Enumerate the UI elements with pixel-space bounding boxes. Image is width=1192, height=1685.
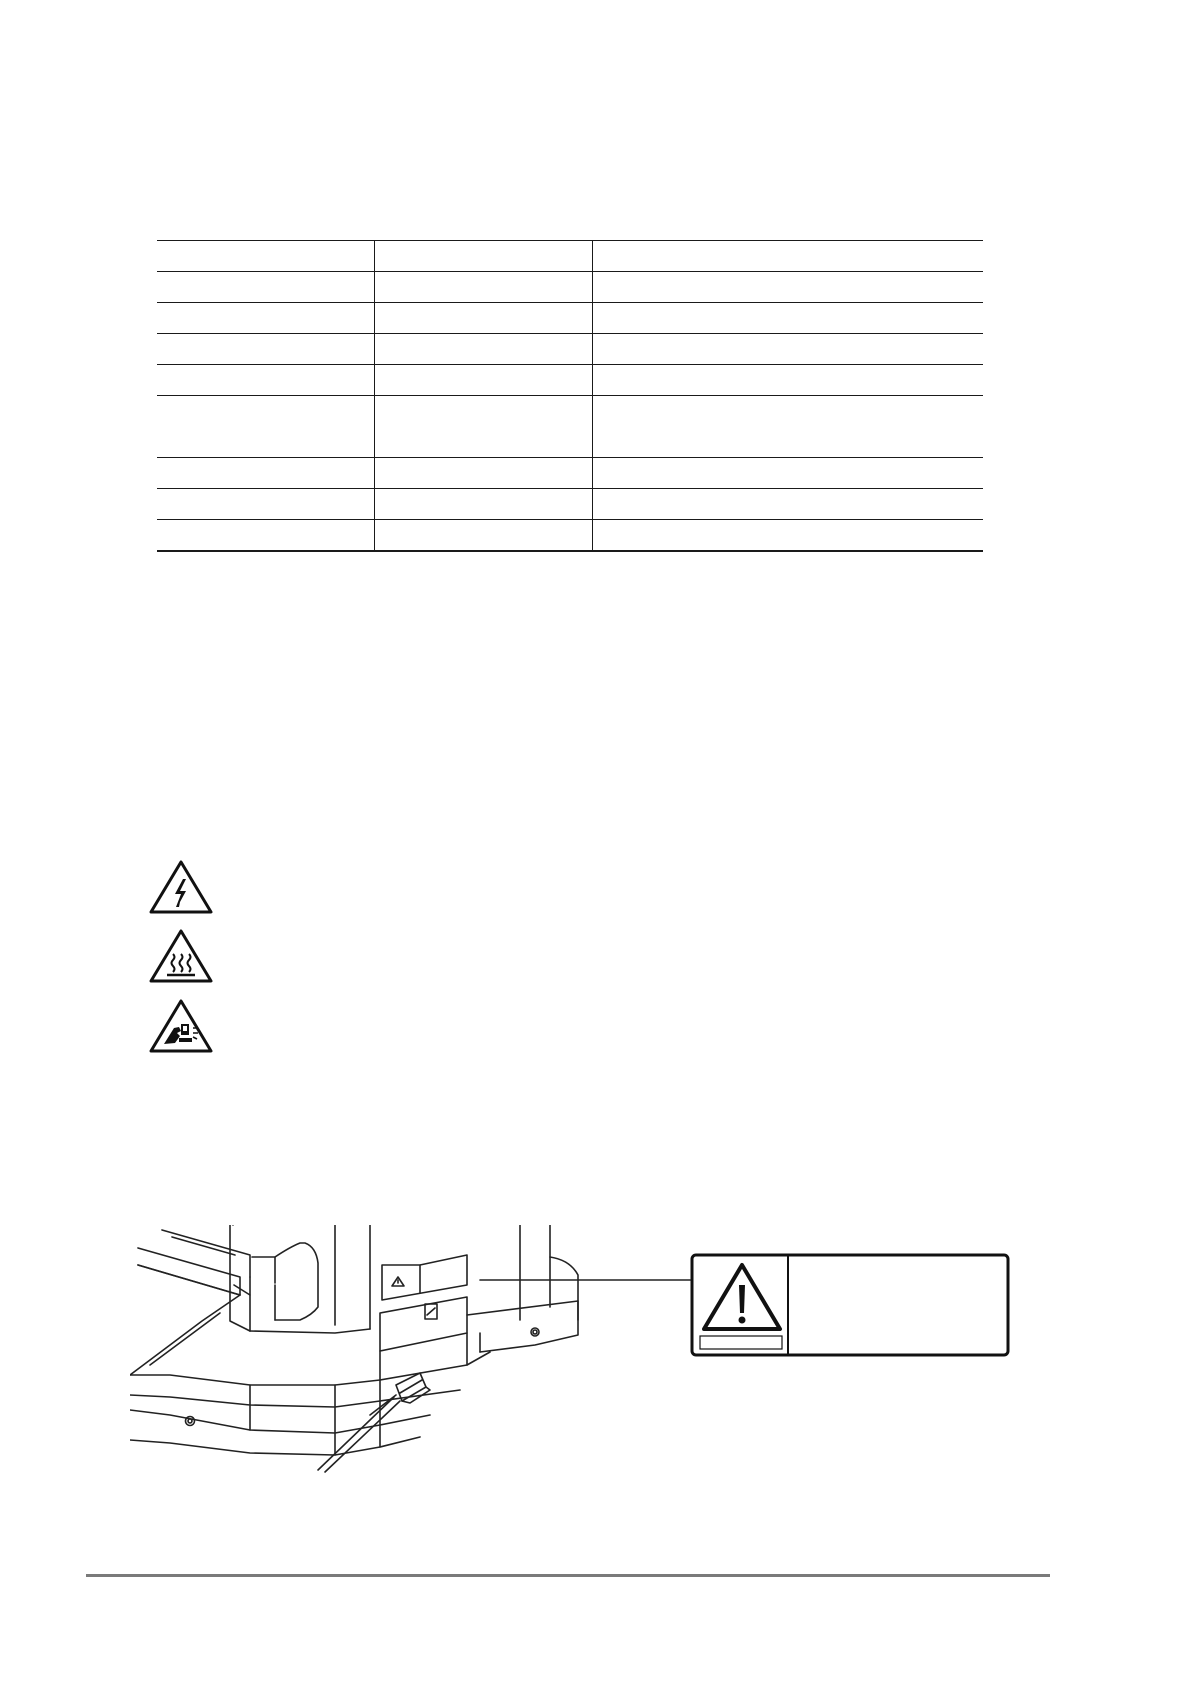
table-row (157, 272, 983, 303)
table-cell (592, 334, 983, 365)
table-cell (592, 520, 983, 552)
table-cell (592, 303, 983, 334)
table-cell (374, 303, 592, 334)
table-cell (157, 334, 374, 365)
table-cell (592, 396, 983, 458)
table-row (157, 396, 983, 458)
table-cell (592, 458, 983, 489)
table-cell (157, 241, 374, 272)
table-cell (157, 365, 374, 396)
table-cell (157, 272, 374, 303)
table-cell (157, 489, 374, 520)
table-cell (374, 272, 592, 303)
table-cell (592, 241, 983, 272)
hot-surface-warning-icon (148, 928, 214, 984)
electric-shock-warning-icon (148, 859, 214, 915)
table-cell (157, 396, 374, 458)
table-cell (157, 458, 374, 489)
table-row (157, 365, 983, 396)
table-cell (374, 334, 592, 365)
table-row (157, 334, 983, 365)
footer-rule (86, 1574, 1050, 1577)
table-cell (374, 489, 592, 520)
spec-table (157, 240, 983, 552)
table-row (157, 241, 983, 272)
device-base-with-power-cord-illustration (130, 1225, 1020, 1475)
general-warning-label-icon (692, 1255, 1008, 1355)
table-cell (157, 520, 374, 552)
table-cell (592, 489, 983, 520)
table-cell (374, 458, 592, 489)
table-cell (374, 241, 592, 272)
table-row (157, 458, 983, 489)
table-row (157, 520, 983, 552)
hand-crush-warning-icon (148, 998, 214, 1054)
table-cell (374, 520, 592, 552)
table-cell (374, 396, 592, 458)
table-cell (157, 303, 374, 334)
table-cell (592, 365, 983, 396)
table-row (157, 303, 983, 334)
table-cell (374, 365, 592, 396)
table-cell (592, 272, 983, 303)
table-row (157, 489, 983, 520)
